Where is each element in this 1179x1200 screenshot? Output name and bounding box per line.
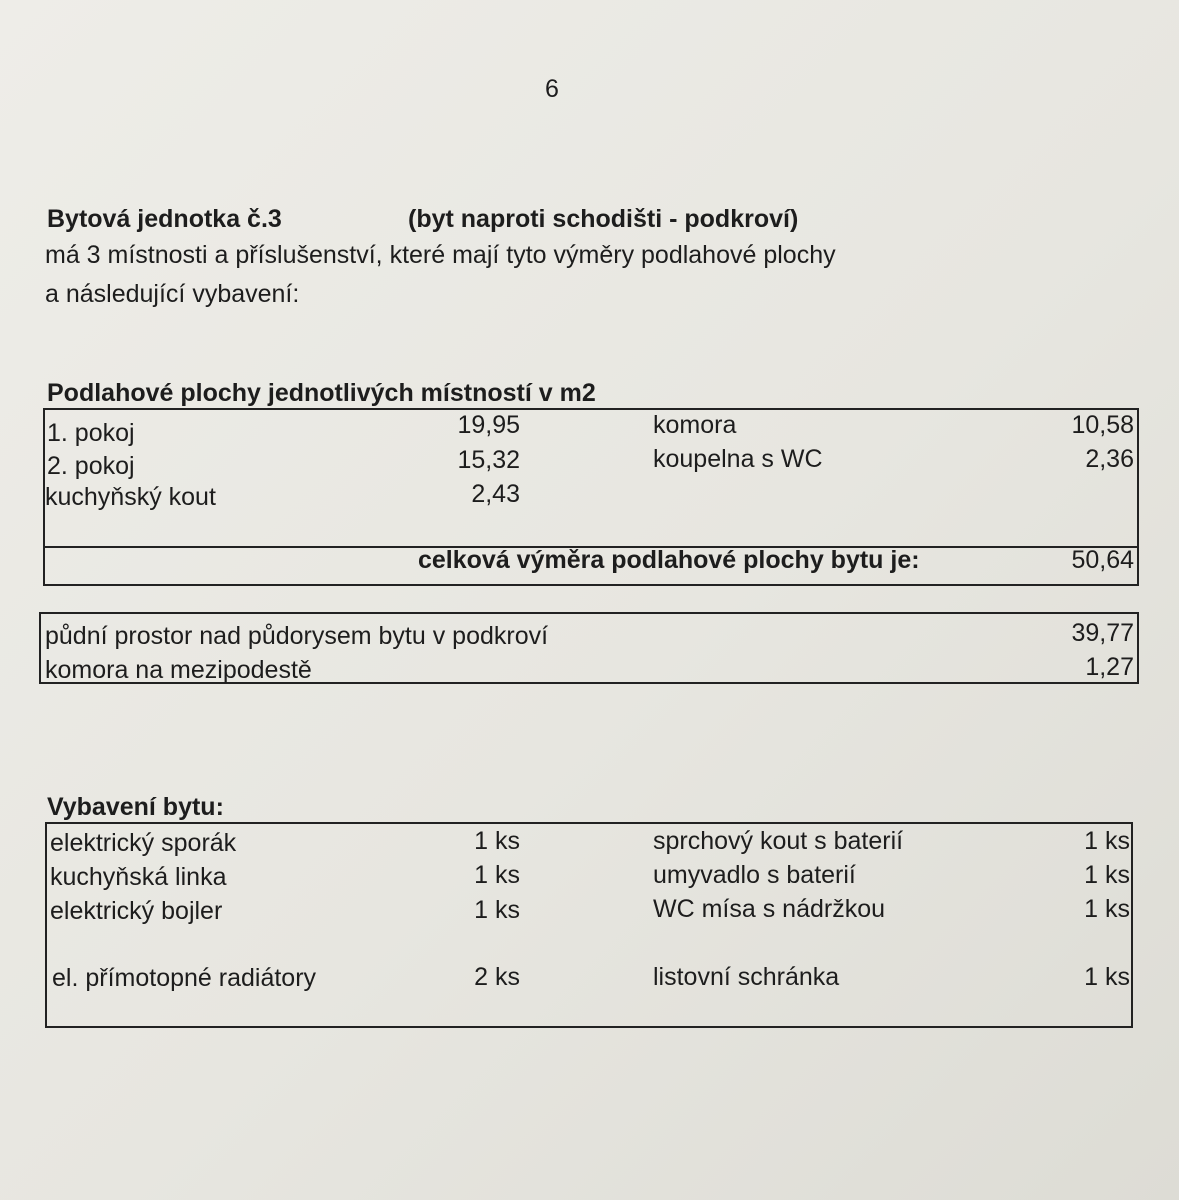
equipment-qty: 1 ks [1084, 963, 1130, 991]
equipment-heading: Vybavení bytu: [47, 793, 224, 821]
equipment-qty: 1 ks [474, 827, 520, 855]
equipment-qty: 1 ks [1084, 861, 1130, 889]
equipment-item: umyvadlo s baterií [653, 861, 856, 889]
equipment-item: elektrický bojler [50, 897, 223, 925]
room-name: 2. pokoj [47, 452, 135, 480]
room-area: 2,36 [1085, 445, 1134, 473]
room-name: 1. pokoj [47, 419, 135, 447]
room-area: 15,32 [457, 446, 520, 474]
extra-space-area: 1,27 [1085, 653, 1134, 681]
intro-line-1: má 3 místnosti a příslušenství, které mají tyto výměry podlahové plochy [45, 241, 836, 269]
equipment-item: sprchový kout s baterií [653, 827, 904, 855]
equipment-qty: 1 ks [474, 861, 520, 889]
equipment-item: el. přímotopné radiátory [52, 964, 317, 992]
room-area: 2,43 [471, 480, 520, 508]
unit-subtitle: (byt naproti schodišti - podkroví) [408, 205, 799, 233]
page-number: 6 [545, 75, 559, 103]
floor-areas-heading: Podlahové plochy jednotlivých místností v m2 [47, 379, 596, 407]
room-name: kuchyňský kout [45, 483, 216, 511]
extra-space-area: 39,77 [1071, 619, 1134, 647]
equipment-item: kuchyňská linka [50, 863, 227, 891]
equipment-item: elektrický sporák [50, 829, 237, 857]
intro-line-2: a následující vybavení: [45, 280, 300, 308]
total-area-value: 50,64 [1071, 546, 1134, 574]
equipment-item: listovní schránka [653, 963, 840, 991]
room-area: 19,95 [457, 411, 520, 439]
room-area: 10,58 [1071, 411, 1134, 439]
equipment-qty: 1 ks [1084, 827, 1130, 855]
equipment-qty: 1 ks [1084, 895, 1130, 923]
equipment-item: WC mísa s nádržkou [653, 895, 886, 923]
equipment-qty: 1 ks [474, 896, 520, 924]
extra-space-name: komora na mezipodestě [45, 656, 312, 684]
room-name: komora [653, 411, 737, 439]
equipment-qty: 2 ks [474, 963, 520, 991]
unit-title: Bytová jednotka č.3 [47, 205, 282, 233]
extra-space-name: půdní prostor nad půdorysem bytu v podkroví [45, 622, 549, 650]
room-name: koupelna s WC [653, 445, 823, 473]
total-area-label: celková výměra podlahové plochy bytu je: [418, 546, 920, 574]
